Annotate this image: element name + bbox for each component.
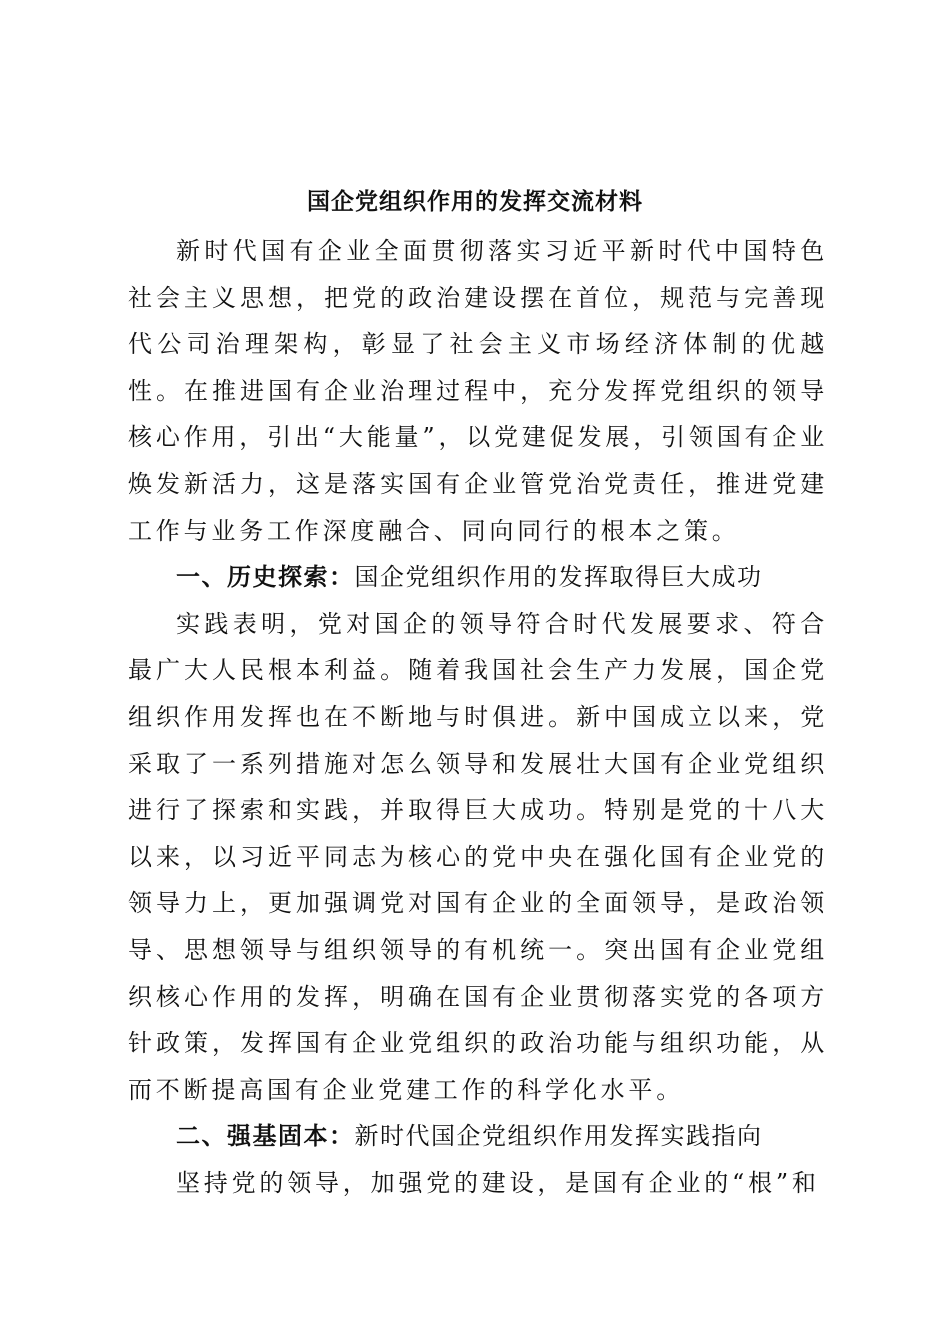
section-2-heading — [128, 1113, 828, 1160]
section-1-heading — [128, 554, 828, 601]
section-2-heading-text: 新时代国企党组织作用发挥实践指向 — [354, 1122, 763, 1151]
intro-paragraph: 新时代国有企业全面贯彻落实习近平新时代中国特色社会主义思想，把党的政治建设摆在首位，规范与完善现代公司治理架构，彰显了社会主义市场经济体制的优越性。在推进国有企业治理过程中，充分发挥党组织的领导核心作用，引出“大能量”，以党建促发展，引领国有企业焕发新活力，这是落实国有企业管党治党责任，推进党建工作与业务工作深度融合、同向同行的根本之策。 — [128, 237, 828, 545]
section-2-paragraph: 坚持党的领导，加强党的建设，是国有企业的“根”和 — [176, 1168, 820, 1197]
section-2-heading-lead: 二、强基固本： — [176, 1122, 355, 1151]
document-body — [128, 228, 828, 1206]
document-title: 国企党组织作用的发挥交流材料 — [307, 188, 643, 215]
section-1-heading-lead: 一、历史探索： — [176, 563, 355, 592]
section-1-paragraph: 实践表明，党对国企的领导符合时代发展要求、符合最广大人民根本利益。随着我国社会生产力发展，国企党组织作用发挥也在不断地与时俱进。新中国成立以来，党采取了一系列措施对怎么领导和发展壮大国有企业党组织进行了探索和实践，并取得巨大成功。特别是党的十八大以来，以习近平同志为核心的党中央在强化国有企业党的领导力上，更加强调党对国有企业的全面领导，是政治领导、思想领导与组织领导的有机统一。突出国有企业党组织核心作用的发挥，明确在国有企业贯彻落实党的各项方针政策，发挥国有企业党组织的政治功能与组织功能，从而不断提高国有企业党建工作的科学化水平。 — [128, 609, 828, 1104]
section-1-heading-text: 国企党组织作用的发挥取得巨大成功 — [354, 563, 763, 592]
